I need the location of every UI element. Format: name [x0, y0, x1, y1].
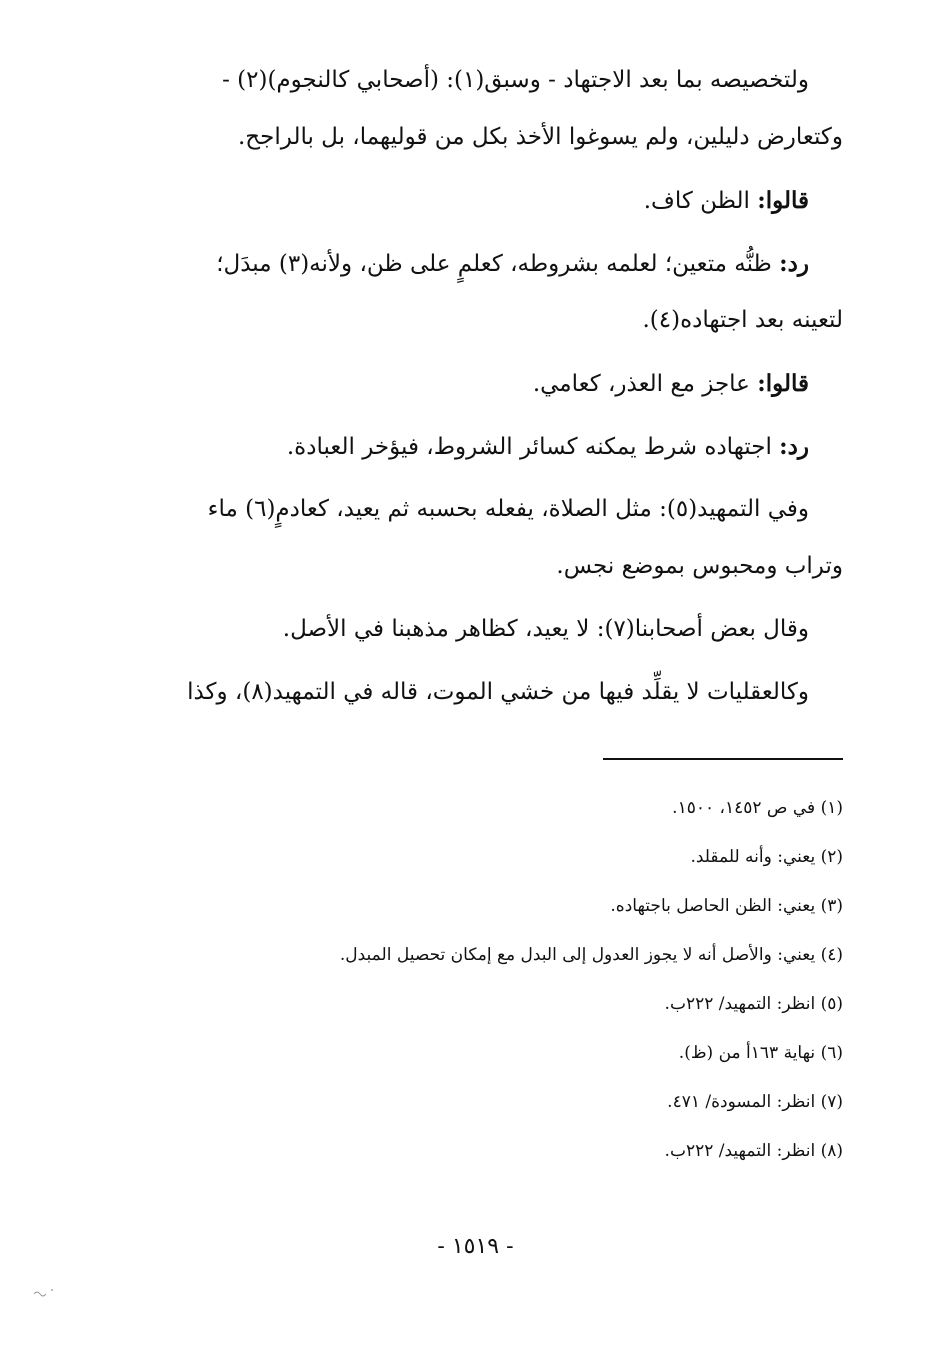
text-line-2-content: وكتعارض دليلين، ولم يسوغوا الأخذ بكل من قوليهما، بل بالراجح. [237, 124, 843, 150]
text-line-4-content: ظنُّه متعين؛ لعلمه بشروطه، كعلمٍ على ظن، ولأنه(٣) مبدَل؛ [216, 251, 780, 277]
main-text [100, 52, 843, 721]
footnote-2: (٢) يعني: وأنه للمقلد. [690, 847, 843, 867]
text-line-9 [100, 538, 843, 595]
scan-smudge [30, 1282, 70, 1302]
text-line-1-content: ولتخصيصه بما بعد الاجتهاد - وسبق(١): (أصحابي كالنجوم)(٢) - [222, 67, 809, 93]
footnote-4: (٤) يعني: والأصل أنه لا يجوز العدول إلى البدل مع إمكان تحصيل المبدل. [339, 945, 843, 965]
text-line-8 [100, 481, 843, 538]
text-line-9-content: وتراب ومحبوس بموضع نجس. [556, 553, 843, 579]
footnote-divider [603, 758, 843, 760]
text-line-6-content: عاجز مع العذر، كعامي. [532, 371, 758, 397]
text-line-11-content: وكالعقليات لا يقلِّد فيها من خشي الموت، قاله في التمهيد(٨)، وكذا [187, 679, 809, 705]
footnote-1: (١) في ص ١٤٥٢، ١٥٠٠. [672, 798, 843, 818]
speaker-label: قالوا: [757, 187, 809, 214]
footnote-7: (٧) انظر: المسودة/ ٤٧١. [667, 1092, 843, 1112]
text-line-2 [100, 109, 843, 166]
text-line-7-content: اجتهاده شرط يمكنه كسائر الشروط، فيؤخر العبادة. [286, 434, 780, 460]
footnote-3: (٣) يعني: الظن الحاصل باجتهاده. [610, 896, 843, 916]
text-line-11 [100, 664, 843, 721]
text-line-10-content: وقال بعض أصحابنا(٧): لا يعيد، كظاهر مذهبنا في الأصل. [282, 616, 809, 642]
text-line-5 [100, 292, 843, 349]
text-line-6 [100, 355, 843, 412]
footnotes [100, 784, 843, 1176]
page-number: - ١٥١٩ - [437, 1234, 514, 1259]
text-line-5-content: لتعينه بعد اجتهاده(٤). [642, 307, 843, 333]
text-line-8-content: وفي التمهيد(٥): مثل الصلاة، يفعله بحسبه ثم يعيد، كعادمٍ(٦) ماء [207, 496, 809, 522]
footnote-6: (٦) نهاية ١٦٣أ من (ظ). [678, 1043, 843, 1063]
footnote-8: (٨) انظر: التمهيد/ ٢٢٢ب. [664, 1141, 843, 1161]
footnote-5: (٥) انظر: التمهيد/ ٢٢٢ب. [664, 994, 843, 1014]
text-line-10 [100, 601, 843, 658]
text-line-3 [100, 172, 843, 229]
text-line-4 [100, 235, 843, 292]
text-line-1 [100, 52, 843, 109]
reply-label: رد: [779, 433, 809, 460]
reply-label: رد: [779, 250, 809, 277]
text-line-7 [100, 418, 843, 475]
speaker-label: قالوا: [757, 370, 809, 397]
text-line-3-content: الظن كاف. [643, 188, 758, 214]
